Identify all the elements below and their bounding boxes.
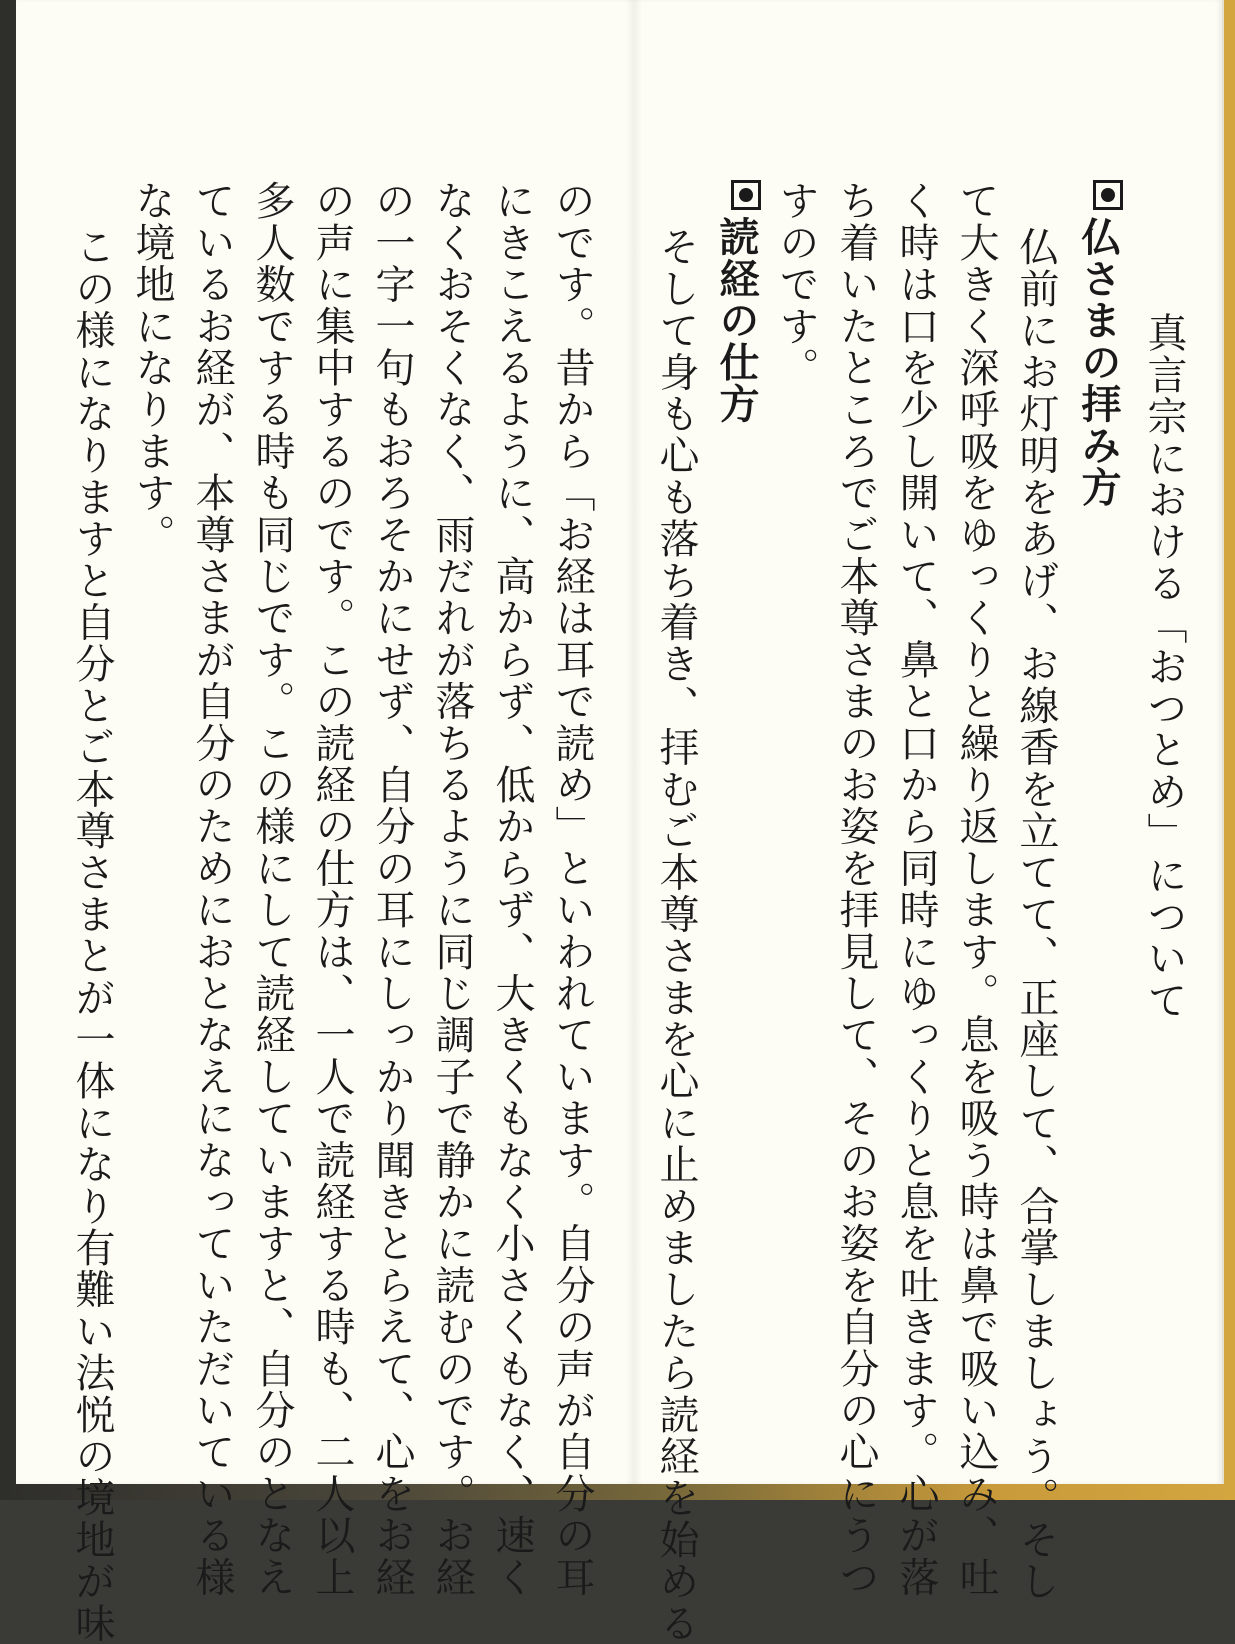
text-line: この様になりますと自分とご本尊さまとが一体になり有難い法悦の境地が味	[69, 226, 115, 1644]
text-line: の一字一句もおろそかにせず、自分の耳にしっかり聞きとらえて、心をお経	[369, 180, 415, 1598]
text-line: ているお経が、本尊さまが自分のためにおとなえになっていただいている様	[189, 180, 235, 1598]
page-gutter	[626, 0, 642, 1484]
bullet-square-icon	[731, 180, 761, 210]
text-line: の声に集中するのです。この読経の仕方は、一人で読経する時も、二人以上	[309, 180, 355, 1598]
text-line: なくおそくなく、雨だれが落ちるように同じ調子で静かに読むのです。お経	[429, 180, 475, 1598]
text-line: て大きく深呼吸をゆっくりと繰り返します。息を吸う時は鼻で吸い込み、吐	[953, 180, 999, 1598]
text-line: く時は口を少し開いて、鼻と口から同時にゆっくりと息を吐きます。心が落	[893, 180, 939, 1598]
text-line: 仏前にお灯明をあげ、お線香を立てて、正座して、合掌しましょう。そし	[1013, 226, 1059, 1603]
book-page-spread	[16, 0, 1224, 1644]
text-line: そして身も心も落ち着き、拝むご本尊さまを心に止めましたら読経を始める	[653, 226, 699, 1644]
page-title: 真言宗における「おつとめ」について	[1141, 312, 1187, 1021]
bullet-square-icon	[1093, 180, 1123, 210]
section-heading-sutra-reading: 読経の仕方	[716, 180, 761, 425]
text-line: ち着いたところでご本尊さまのお姿を拝見して、そのお姿を自分の心にうつ	[833, 180, 879, 1598]
text-line: すのです。	[773, 180, 819, 389]
section-heading-worship: 仏さまの拝み方	[1078, 180, 1123, 508]
text-line: のです。昔から「お経は耳で読め」といわれています。自分の声が自分の耳	[549, 180, 595, 1598]
text-line: な境地になります。	[129, 180, 175, 556]
text-line: にきこえるように、高からず、低からず、大きくもなく小さくもなく、速く	[489, 180, 535, 1598]
text-line: 多人数でする時も同じです。この様にして読経していますと、自分のとなえ	[249, 180, 295, 1598]
